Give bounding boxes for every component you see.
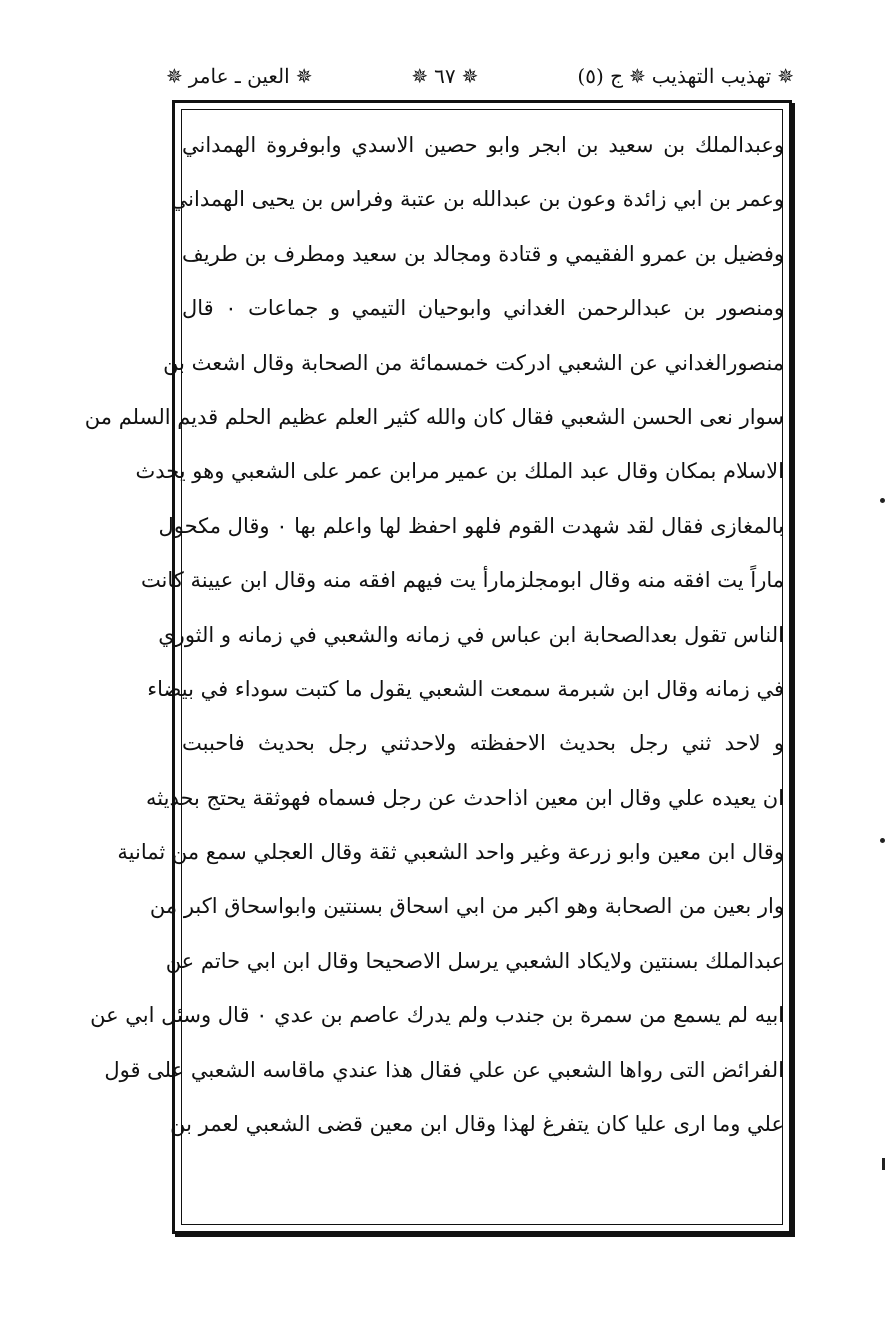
header-page-number: ٦٧: [434, 64, 456, 88]
ornament-icon: ✵: [629, 64, 646, 88]
text-line: ماراً يت افقه منه وقال ابومجلزمارأ يت فيهم افقه منه وقال ابن عيينة كانت: [140, 568, 784, 593]
header-entry: العين ـ عامر: [188, 64, 290, 88]
text-line: عبدالملك بسنتين ولايكاد الشعبي يرسل الاصحيحا وقال ابن ابي حاتم عن: [165, 948, 784, 973]
text-line: وار بعين من الصحابة وهو اكبر من ابي اسحاق بسنتين وابواسحاق اكبر من: [149, 894, 784, 919]
ornament-icon: ✵: [461, 64, 479, 88]
running-header: [166, 58, 794, 94]
header-page-group: [411, 64, 478, 88]
ornament-icon: ✵: [166, 64, 183, 88]
header-entry-group: [166, 64, 312, 88]
scan-mark: [880, 498, 885, 503]
text-line: في زمانه وقال ابن شبرمة سمعت الشعبي يقول ما كتبت سوداء في بيضاء: [147, 676, 784, 701]
body-text: [84, 118, 785, 1151]
text-line: و لاحد ثني رجل بحديث الاحفظته ولاحدثني رجل بحديث فاحببت: [182, 731, 784, 756]
header-volume-group: [577, 64, 794, 88]
text-line: وفضيل بن عمرو الفقيمي و قتادة ومجالد بن سعيد ومطرف بن طريف: [182, 241, 784, 266]
text-line: وعمر بن ابي زائدة وعون بن عبدالله بن عتبة وفراس بن يحيى الهمداني: [170, 187, 784, 212]
text-line: الفرائض التى رواها الشعبي عن علي فقال هذا عندي ماقاسه الشعبي على قول: [104, 1057, 784, 1082]
ornament-icon: ✵: [411, 64, 429, 88]
text-line: وعبدالملك بن سعيد بن ابجر وابو حصين الاسدي وابوفروة الهمداني: [182, 133, 784, 157]
text-line: ابيه لم يسمع من سمرة بن جندب ولم يدرك عاصم بن عدي ٠ قال وسئل ابي عن: [90, 1003, 784, 1028]
text-line: بالمغازى فقال لقد شهدت القوم فلهو احفظ لها واعلم بها ٠ وقال مكحول: [158, 513, 784, 538]
text-line: وقال ابن معين وابو زرعة وغير واحد الشعبي ثقة وقال العجلي سمع من ثمانية: [117, 840, 784, 865]
ornament-icon: ✵: [295, 64, 313, 88]
header-book-title: تهذيب التهذيب: [651, 64, 772, 88]
text-line: منصورالغداني عن الشعبي ادركت خمسمائة من الصحابة وقال اشعث بن: [163, 350, 784, 375]
scan-mark: [882, 1158, 885, 1170]
header-volume: ج (٥): [577, 64, 624, 88]
text-line: الناس تقول بعدالصحابة ابن عباس في زمانه والشعبي في زمانه و الثوري: [158, 622, 784, 647]
text-line: علي وما ارى عليا كان يتفرغ لهذا وقال ابن معين قضى الشعبي لعمر بن: [170, 1112, 784, 1137]
text-line: ومنصور بن عبدالرحمن الغداني وابوحيان التيمي و جماعات ٠ قال: [182, 296, 785, 321]
text-line: الاسلام بمكان وقال عبد الملك بن عمير مرابن عمر على الشعبي وهو يحدث: [135, 459, 784, 484]
ornament-icon: ✵: [777, 64, 794, 88]
text-line: ان يعيده علي وقال ابن معين اذاحدث عن رجل فسماه فهوثقة يحتج بحديثه: [146, 785, 784, 810]
scan-mark: [880, 838, 885, 843]
text-line: سوار نعى الحسن الشعبي فقال كان والله كثير العلم عظيم الحلم قديم السلم من: [84, 404, 784, 429]
